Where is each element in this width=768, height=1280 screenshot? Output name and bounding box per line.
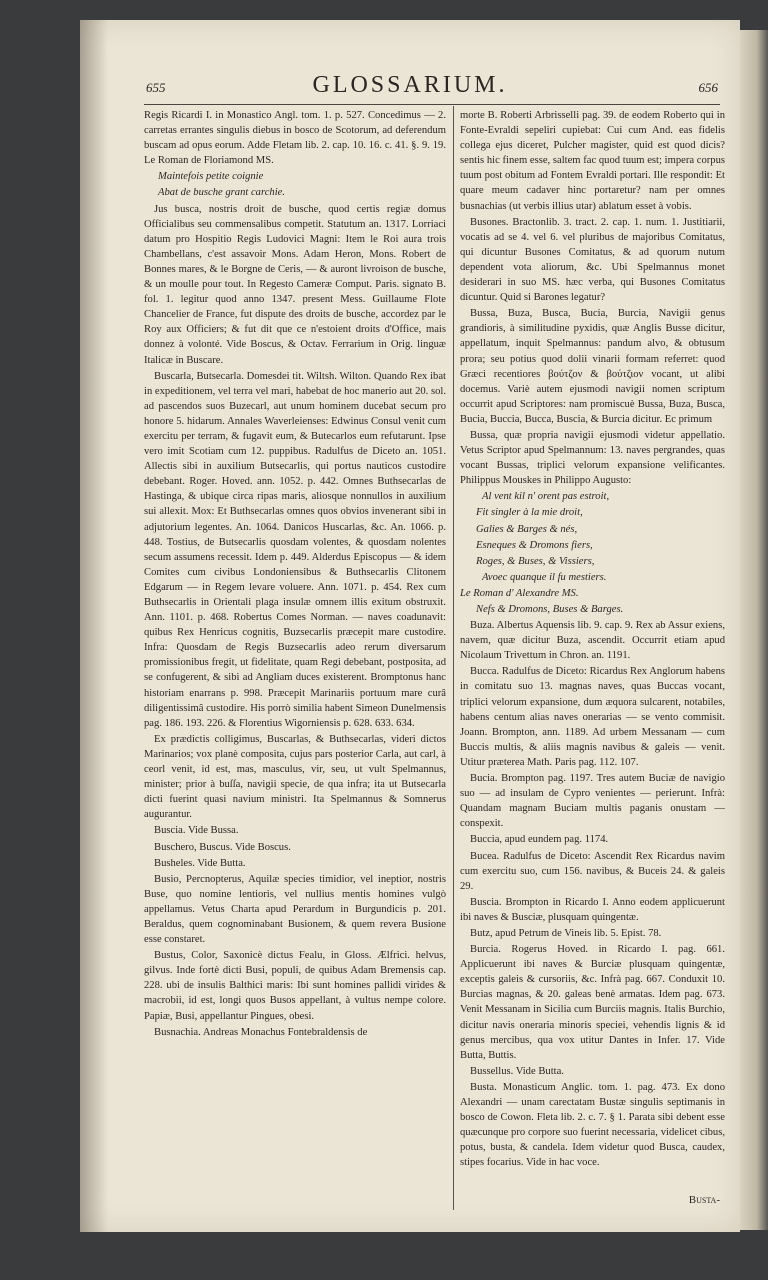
left-page-number: 655	[146, 80, 166, 95]
right-page-number: 656	[698, 80, 718, 95]
paragraph: Burcia. Rogerus Hoved. in Ricardo I. pag. 661. Applicuerunt ibi naves & Burciæ plusquam quingentæ, exceptis galeis & cursoriis, &c. Infrà pag. 667. Conduxit 10. Burcias magnas, & 20. galeas benè armatas. Idem pag. 673. Venit Messanam in Sicilia cum Burciis magnis. Italis Burchio, dicitur navis oneraria minoris speciei, vehendis lignis & id genus mercibus, qua vox utitur Dantes in Infer. 17. Vide Butta, Buttis.	[460, 944, 725, 1061]
paragraph: Buscia. Vide Bussa.	[154, 825, 239, 837]
paragraph: Busones. Bractonlib. 3. tract. 2. cap. 1. num. 1. Justitiarii, vocatis ad se 4. vel 6. vel pluribus de majoribus Comitatus, qui dicuntur Busones Comitatus, & ad quorum nutum dependent vota aliorum, &c. Ubi Spelmannus monet desiderari in suo MS. hæc verba, qui Busones Comitatus dicuntur. Quid si Barones legatur?	[460, 216, 725, 304]
verse-line: Al vent kil n' orent pas estroit,	[482, 491, 610, 503]
next-page-edge	[740, 30, 768, 1230]
paragraph: Jus busca, nostris droit de busche, quod certis regiæ domus Officialibus seu commensalibus competit. Statutum an. 1317. Lorriaci datum pro Hospitio Regis Ludovici Magni: Item le Roi aura trois Chambellans, c'est assavoir Mons. Adam Heron, Mons. Robert de Bonnes mares, & le Borgne de Ceris, — & auront livroison de busche, & un moulle pour tout. In Regesto Cameræ Comput. Paris. signato B. fol. 1. legitur quod anno 1347. present Mess. Guillaume Flote Chancelier de France, fut dispute des droits de busche, accordez par le Roy aux Officiers; & fut dit que ce n'estoient droits d'Office, mais donnez à volonté. Vide Boscus, & Octav. Ferrarium in Orig. linguæ Italicæ in Buscare.	[144, 203, 446, 366]
paragraph: Butz, apud Petrum de Vineis lib. 5. Epist. 78.	[470, 927, 662, 939]
page-header	[80, 72, 740, 102]
paragraph: Busio, Percnopterus, Aquilæ species timidior, vel ineptior, nostris Buse, quo nomine lentioris, vel nullius mentis homines vulgò appellamus. Vetus Charta apud Perardum in Burgundicis p. 201. Beraldus, quem cognominabant Busionem, & quem revera Busione esse constaret.	[144, 873, 446, 946]
verse-line: Maintefois petite coignie	[158, 171, 264, 183]
verse-line: Esneques & Dromons fiers,	[476, 539, 593, 551]
paragraph: Ex prædictis colligimus, Buscarlas, & Buthsecarlas, videri dictos Marinarios; vox planè composita, cujus pars posterior Carla, aut carl, à ceorl venit, id est, mas, masculus, vir, seu, ut vult Spelmannus, minister; prior à buſſa, navigii specie, de qua infra; ita ut Butsecarla dicti fuerint quasi navium ministri. Ita Spelmannus & Somnerus augurantur.	[144, 733, 446, 821]
paragraph: Busheles. Vide Butta.	[154, 857, 246, 869]
left-column	[144, 108, 446, 1041]
paragraph: Bucia. Brompton pag. 1197. Tres autem Buciæ de navigio suo — ad insulam de Cypro venientes — perierunt. Infrà: Quandam magnam Buciam multis paganis onustam — conspexit.	[460, 773, 725, 830]
verse-line: Galies & Barges & nés,	[476, 523, 578, 535]
paragraph: Bussellus. Vide Butta.	[470, 1065, 564, 1077]
paragraph: Bucea. Radulfus de Diceto: Ascendit Rex Ricardus navim cum exercitu suo, cum 156. navibus, & Buceis 24. & galeis 29.	[460, 850, 725, 892]
verse-line: Abat de busche grant carchie.	[158, 187, 285, 199]
book-page	[80, 20, 740, 1232]
right-column	[460, 108, 725, 1171]
verse-line: Fit singler à la mie droit,	[476, 507, 583, 519]
header-rule	[144, 104, 720, 105]
paragraph: Buza. Albertus Aquensis lib. 9. cap. 9. Rex ab Assur exiens, navem, quæ dicitur Buza, ascendit. Occurrit etiam apud Nicolaum Trivettum in Chron. an. 1191.	[460, 620, 725, 662]
paragraph: Busta. Monasticum Anglic. tom. 1. pag. 473. Ex dono Alexandri — unam carectatam Bustæ singulis septimanis in bosco de Cowon. Fleta lib. 2. c. 7. § 1. Parata sibi debent esse quæcunque pro corpore suo fuerint necessaria, videlicet cibus, potus, busta, & candela. Idem videtur quod Busca, caudex, stipes focarius. Vide in hac voce.	[460, 1081, 725, 1169]
catchword: Busta-	[688, 1194, 720, 1206]
spine-shadow	[80, 20, 108, 1232]
paragraph: Bucca. Radulfus de Diceto: Ricardus Rex Anglorum habens in comitatu suo 13. magnas naves, quas Buccas vocant, triplici velorum expansione, dum æquora sulcarent, notabiles, habens centum alias naves onerarias — se vento commisit. Joann. Brompton, ann. 1189. Ad urbem Messanam — cum Buccis multis, & aliis magnis navibus & galeis — venit. Utitur præterea Math. Paris pag. 112. 107.	[460, 666, 725, 768]
paragraph: Buccia, apud eundem pag. 1174.	[470, 834, 609, 846]
paragraph: morte B. Roberti Arbrisselli pag. 39. de eodem Roberto qui in Fonte-Evraldi sepeliri cupiebat: Cui cum And. eas fidelis collega ejus diceret, Pulcher magister, quid est quod dicis? sentis hic finem esse, saltem fac quod tuum est; impera corpus tuum post obitum ad Fontem Evraldi portari. Ille respondit: Et quare meum cadaver hinc portaretur? nam per omnes busnachias (ut verbis illius utar) ablatum esset à vobis.	[460, 110, 725, 212]
paragraph: Buscia. Brompton in Ricardo I. Anno eodem applicuerunt ibi naves & Busciæ, plusquam quingentæ.	[460, 896, 725, 923]
paragraph: Busnachia. Andreas Monachus Fontebraldensis de	[154, 1026, 368, 1038]
paragraph: Regis Ricardi I. in Monastico Angl. tom. 1. p. 527. Concedimus — 2. carretas errantes singulis diebus in bosco de Scotorum, ad deferendum buscam ad opus eorum. Adde Fletam lib. 2. cap. 10. 16. c. 41. §. 9. 19. Le Roman de Floriamond MS.	[144, 110, 446, 167]
running-title: GLOSSARIUM.	[312, 72, 508, 98]
verse-line: Avoec quanque il fu mestiers.	[482, 571, 607, 583]
verse-line: Roges, & Buses, & Vissiers,	[476, 555, 595, 567]
paragraph: Buschero, Buscus. Vide Boscus.	[154, 841, 291, 853]
column-divider	[453, 106, 454, 1210]
source-line: Le Roman d' Alexandre MS.	[460, 587, 579, 599]
verse-line: Nefs & Dromons, Buses & Barges.	[476, 604, 624, 615]
paragraph: Bussa, quæ propria navigii ejusmodi videtur appellatio. Vetus Scriptor apud Spelmannum: 13. naves pergrandes, quas vocant Bussas, triplici velorum expansione velificantes. Philippus Mouskes in Philippo Augusto:	[460, 429, 725, 487]
paragraph: Bussa, Buza, Busca, Bucia, Burcia, Navigii genus grandioris, à similitudine pyxidis, quæ Anglis Busse dicitur, appellatum, inquit Spelmannus: pandum alvo, & obtusum prora; seu potius quod dolii vinarii formam referret: quod Græci recentiores βούτζον & βούτζιον vocant, ut alibi docemus. Variè autem ejusmodi navigii nomen scriptum occurrit apud Scriptores: nam promiscuè Bussa, Buza, Busca, Bucia, Buccia, Bucca, Buscia, & Burcia dicitur. Ec primum	[460, 308, 725, 425]
paragraph: Buscarla, Butsecarla. Domesdei tit. Wiltsh. Wilton. Quando Rex ibat in expeditionem, vel terra vel mari, habebat de hoc manerio aut 20. sol. ad pascendos suos Buzecarl, aut unum hominem ducebat secum pro honore 5. hidarum. Annales Waverleienses: Edwinus Consul venit cum exercitu per terram, & fugavit eum, & Butecarlos eum refutarunt. Ipse vero imit Scotiam cum 12. puppibus. Radulfus de Diceto an. 1051. Allectis sibi in auxilium Butsecarlis, qui portus nauticos custodire debebant. Roger. Hoved. ann. 1052. p. 442. Omnes Buthsecarlas de Hastinga, & ubique circa ripas maris, aliosque nonnullos in auxilium sui allexit. Mox: Et Buthsecarlas omnes quos obvios invenerant sibi in adjutorium legentes. An. 1064. Danicos Huscarlas, &c. An. 1066. p. 448. Tostius, de Butsecarlis quosdam volentes, & quosdam nolentes secum assumens recessit. Idem p. 449. Alderdus Episcopus — & idem Comites cum civibus Londoniensibus & Buthsecarlis Clitonem Edgarum — in Regem levare voluere. Ann. 1071. p. 454. Rex cum Buthsecarlis in Orientali plaga insulæ omnem illis exitum obstruxit. Ann. 1101. p. 468. Robertus Comes Norman. — naves coadunavit: quibus Rex Henricus cognitis, Buzsecarlis præcepit mare custodire. Infra: Quosdam de Regis Buzsecarlis adeo rerum diversarum promissionibus fregit, ut fidelitate, quam Regi debebant, postposita, ad se confugerent, & sibi ad Angliam duces existerent. Bromptonus hanc historiam enarrans p. 998. Præcepit Marinariis portuum mare curâ diligentissimâ custodire. His porrò similia habent Simeon Dunelmensis pag. 186. 193. 226. & Florentius Wigorniensis p. 628. 633. 634.	[144, 370, 446, 729]
paragraph: Bustus, Color, Saxonicè dictus Fealu, in Gloss. Ælfrici. helvus, gilvus. Inde fortè dicti Busi, populi, de quibus Adam Bremensis cap. 228. ubi de insulis Balthici maris: Ibi sunt homines pallidi virides & macrobii, id est, longi quos Busos appellant, à vultus nempe colore. Papiæ, Busi, appellantur Pingues, obesi.	[144, 950, 446, 1022]
